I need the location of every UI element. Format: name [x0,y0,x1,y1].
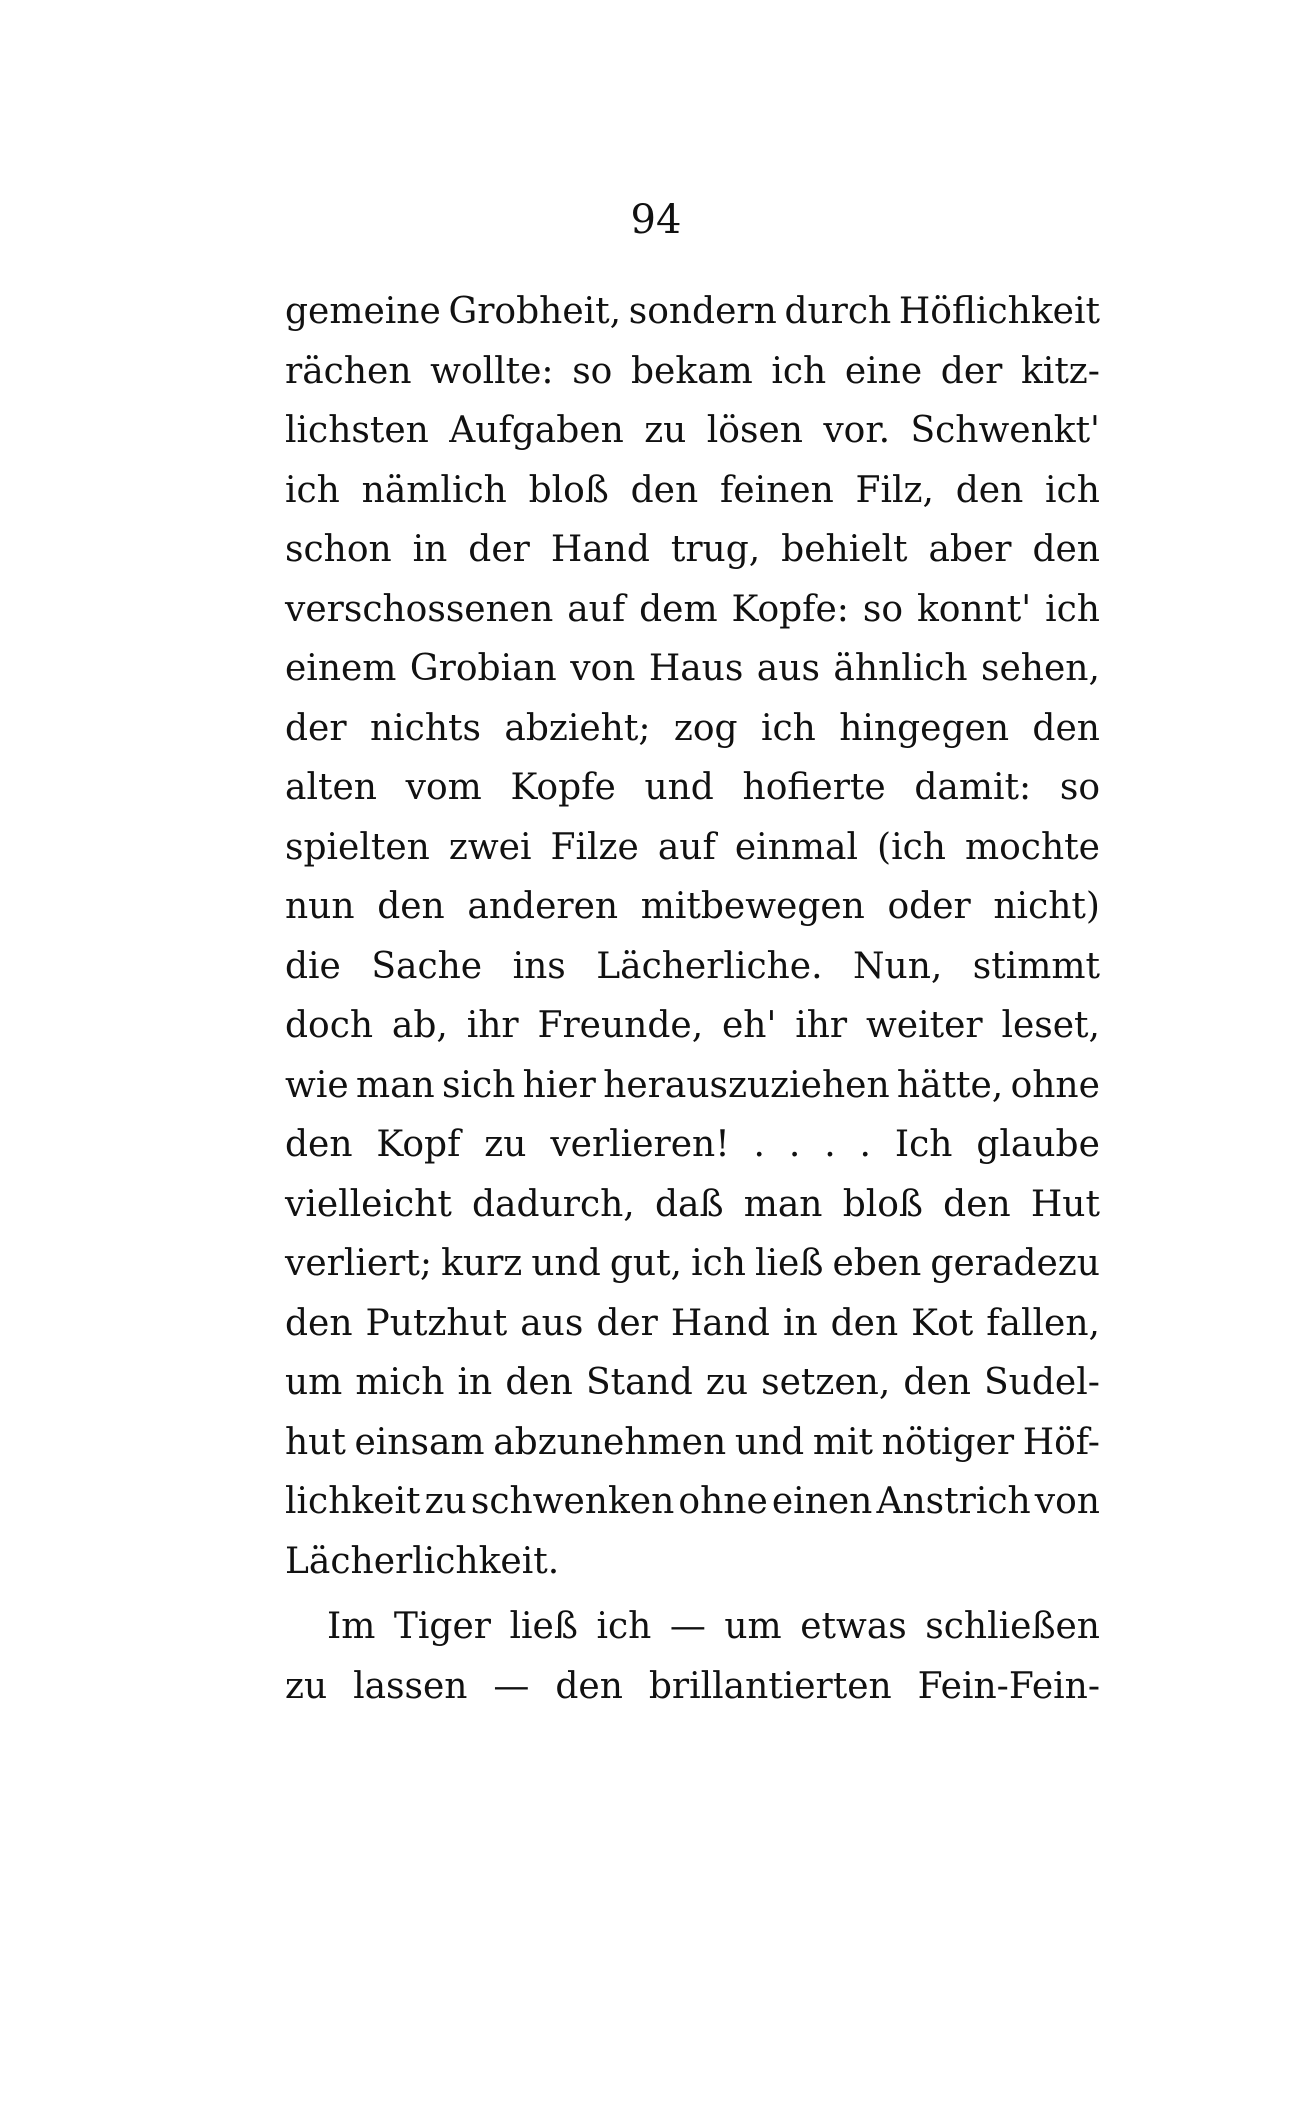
text-line: lichsten Aufgaben zu lösen vor. Schwenkt' [285,410,1100,451]
page-number: 94 [630,197,682,243]
text-line: spielten zwei Filze auf einmal (ich mochte [285,826,1100,868]
text-line: rächen wollte: so bekam ich eine der kitz- [285,350,1100,392]
text-line: hut einsam abzunehmen und mit nötiger Höf- [285,1421,1100,1463]
text-line: die Sache ins Lächerliche. Nun, stimmt [285,945,1100,987]
text-line: ich nämlich bloß den feinen Filz, den ich [285,469,1100,511]
text-line: um mich in den Stand zu setzen, den Sudel- [285,1362,1100,1403]
text-line: doch ab, ihr Freunde, eh' ihr weiter leset, [285,1005,1100,1046]
text-line: zu lassen — den brillantierten Fein-Fein- [285,1665,1100,1707]
text-line: wie man sich hier herauszuziehen hätte, ohne [285,1064,1100,1106]
text-line: Lächerlichkeit. [285,1540,560,1582]
text-line: verliert; kurz und gut, ich ließ eben geradezu [285,1243,1100,1284]
text-line: den Kopf zu verlieren! . . . . Ich glaube [285,1124,1100,1165]
body-text [285,282,1100,1716]
paragraph [285,282,1100,1591]
text-line: nun den anderen mitbewegen oder nicht) [285,886,1100,927]
text-line: Im Tiger ließ ich — um etwas schließen [327,1606,1100,1647]
text-line: alten vom Kopfe und hofierte damit: so [285,767,1100,808]
text-line: verschossenen auf dem Kopfe: so konnt' ich [285,588,1100,630]
text-line: vielleicht dadurch, daß man bloß den Hut [285,1183,1100,1225]
text-line: der nichts abzieht; zog ich hingegen den [285,707,1100,749]
text-line: schon in der Hand trug, behielt aber den [285,529,1100,570]
text-line: einem Grobian von Haus aus ähnlich sehen, [285,648,1100,689]
text-line: den Putzhut aus der Hand in den Kot fallen, [285,1302,1100,1344]
text-line: gemeine Grobheit, sondern durch Höflichkeit [285,291,1100,332]
text-line: lichkeit zu schwenken ohne einen Anstrich von [285,1481,1100,1522]
paragraph [285,1597,1100,1716]
